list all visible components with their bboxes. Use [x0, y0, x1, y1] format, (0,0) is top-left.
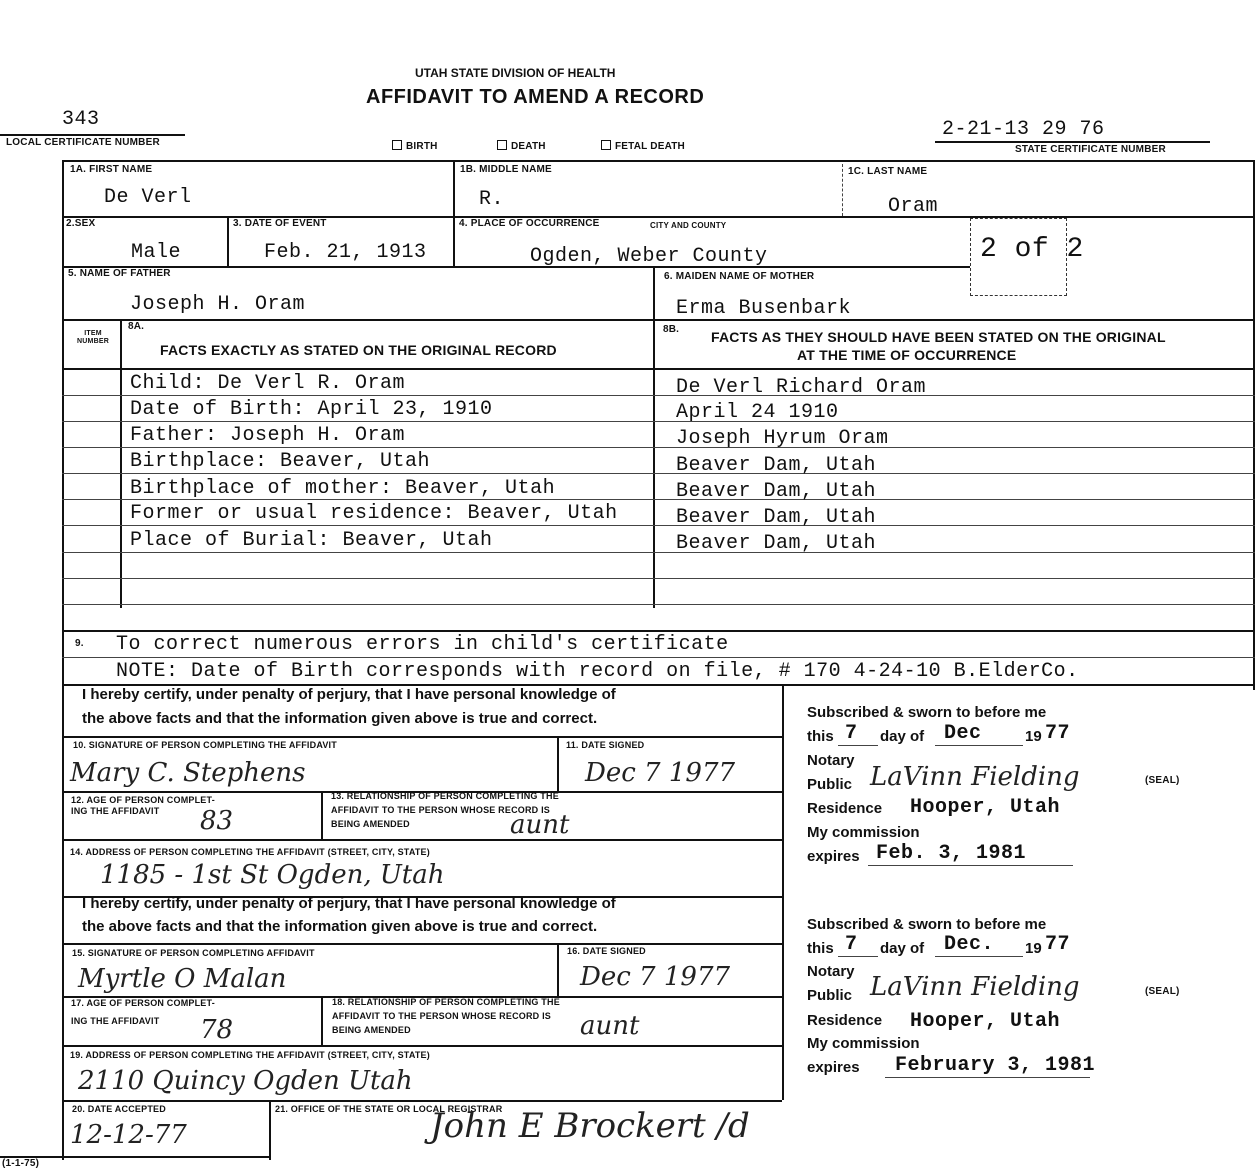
notary2-expires-date: February 3, 1981 — [895, 1054, 1096, 1077]
notary1-residence-label: Residence — [807, 800, 883, 817]
form-code: (1-1-75) — [2, 1158, 40, 1169]
mother-maiden-name-value: Erma Busenbark — [676, 297, 852, 320]
item-number-label: ITEM NUMBER — [77, 330, 109, 345]
affiant1-relationship-label-2: AFFIDAVIT TO THE PERSON WHOSE RECORD IS — [331, 805, 550, 815]
notary2-signature: LaVinn Fielding — [870, 972, 1080, 1002]
notary1-commission: My commission — [807, 824, 920, 841]
fact-corrected-2: April 24 1910 — [676, 401, 839, 424]
col-8b-number: 8B. — [663, 324, 680, 335]
notary2-day-of: day of — [880, 940, 925, 957]
notary1-residence: Hooper, Utah — [910, 796, 1061, 819]
local-certificate-number: 343 — [62, 108, 100, 131]
fact-corrected-5: Beaver Dam, Utah — [676, 480, 877, 503]
affiant1-address: 1185 - 1st St Ogden, Utah — [100, 860, 445, 890]
notary1-year-prefix: 19 — [1025, 728, 1042, 745]
city-county-sublabel: CITY AND COUNTY — [650, 221, 727, 230]
affiant2-relationship-label-1: 18. RELATIONSHIP OF PERSON COMPLETING THE — [332, 997, 560, 1007]
affiant2-age-label-2: ING THE AFFIDAVIT — [71, 1016, 160, 1026]
affiant1-date: Dec 7 1977 — [585, 758, 736, 788]
notary2-residence-label: Residence — [807, 1012, 883, 1029]
place-of-occurrence-label: 4. PLACE OF OCCURRENCE — [459, 218, 600, 229]
fact-original-7: Place of Burial: Beaver, Utah — [130, 529, 493, 552]
notary1-sworn: Subscribed & sworn to before me — [807, 704, 1047, 721]
fact-corrected-7: Beaver Dam, Utah — [676, 532, 877, 555]
col-8a-title: FACTS EXACTLY AS STATED ON THE ORIGINAL RECORD — [160, 342, 557, 358]
middle-name-value: R. — [479, 188, 505, 211]
fact-corrected-3: Joseph Hyrum Oram — [676, 427, 889, 450]
notary1-notary: Notary — [807, 752, 855, 769]
form-title: AFFIDAVIT TO AMEND A RECORD — [366, 86, 705, 108]
notary1-day-of: day of — [880, 728, 925, 745]
state-certificate-number: 2-21-13 29 76 — [942, 118, 1105, 141]
page-marker: 2 of 2 — [980, 234, 1084, 265]
affiant2-signature: Myrtle O Malan — [78, 964, 287, 994]
reason-line-1: To correct numerous errors in child's certificate — [116, 633, 729, 656]
fact-original-2: Date of Birth: April 23, 1910 — [130, 398, 493, 421]
affiant2-certification-2: the above facts and that the information given above is true and correct. — [82, 918, 598, 935]
notary2-residence: Hooper, Utah — [910, 1010, 1061, 1033]
fact-corrected-4: Beaver Dam, Utah — [676, 454, 877, 477]
first-name-value: De Verl — [104, 186, 192, 209]
affiant2-date-label: 16. DATE SIGNED — [567, 946, 646, 956]
notary1-month: Dec — [944, 722, 982, 745]
affiant1-certification-1: I hereby certify, under penalty of perjury, that I have personal knowledge of — [82, 686, 616, 703]
notary2-seal: (SEAL) — [1145, 986, 1180, 997]
affiant2-relationship: aunt — [580, 1011, 640, 1041]
affiant1-certification-2: the above facts and that the information given above is true and correct. — [82, 710, 598, 727]
fact-original-1: Child: De Verl R. Oram — [130, 372, 406, 395]
notary2-commission: My commission — [807, 1035, 920, 1052]
registrar-label: 21. OFFICE OF THE STATE OR LOCAL REGISTRAR — [275, 1104, 503, 1114]
col-8a-number: 8A. — [128, 321, 145, 332]
notary1-expires-date: Feb. 3, 1981 — [876, 842, 1027, 865]
affiant2-signature-label: 15. SIGNATURE OF PERSON COMPLETING AFFIDAVIT — [72, 948, 315, 958]
notary1-public: Public — [807, 776, 853, 793]
fact-corrected-6: Beaver Dam, Utah — [676, 506, 877, 529]
affiant2-address: 2110 Quincy Ogden Utah — [78, 1066, 413, 1096]
affiant1-date-label: 11. DATE SIGNED — [566, 740, 645, 750]
affiant1-age: 83 — [200, 806, 234, 836]
fact-original-6: Former or usual residence: Beaver, Utah — [130, 502, 618, 525]
local-certificate-label: LOCAL CERTIFICATE NUMBER — [6, 137, 160, 148]
last-name-value: Oram — [888, 195, 939, 218]
notary2-year: 77 — [1045, 933, 1071, 956]
notary1-day: 7 — [845, 722, 858, 745]
affiant1-signature-label: 10. SIGNATURE OF PERSON COMPLETING THE AFFIDAVIT — [73, 740, 337, 750]
date-of-event-label: 3. DATE OF EVENT — [233, 218, 327, 229]
reason-note: NOTE: Date of Birth corresponds with record on file, # 170 4-24-10 B.ElderCo. — [116, 660, 1079, 683]
affiant1-relationship-label-1: 13. RELATIONSHIP OF PERSON COMPLETING THE — [331, 791, 559, 801]
affiant1-signature: Mary C. Stephens — [70, 758, 306, 788]
date-accepted: 12-12-77 — [70, 1120, 187, 1150]
fact-corrected-1: De Verl Richard Oram — [676, 376, 927, 399]
agency-name: UTAH STATE DIVISION OF HEALTH — [415, 66, 616, 80]
fetal-death-checkbox: FETAL DEATH — [601, 140, 685, 152]
notary2-public: Public — [807, 987, 853, 1004]
notary1-this: this — [807, 728, 834, 745]
notary2-this: this — [807, 940, 834, 957]
affiant2-address-label: 19. ADDRESS OF PERSON COMPLETING THE AFFIDAVIT (STREET, CITY, STATE) — [70, 1050, 430, 1060]
first-name-label: 1A. FIRST NAME — [70, 164, 153, 175]
notary2-notary: Notary — [807, 963, 855, 980]
affiant1-age-label-2: ING THE AFFIDAVIT — [71, 806, 160, 816]
affiant1-age-label-1: 12. AGE OF PERSON COMPLET- — [71, 795, 215, 805]
fact-original-5: Birthplace of mother: Beaver, Utah — [130, 477, 556, 500]
col-8b-title-1: FACTS AS THEY SHOULD HAVE BEEN STATED ON THE ORIGINAL — [711, 329, 1166, 345]
affiant2-certification-1: I hereby certify, under penalty of perjury, that I have personal knowledge of — [82, 895, 616, 912]
birth-checkbox: BIRTH — [392, 140, 438, 152]
affiant2-relationship-label-3: BEING AMENDED — [332, 1025, 411, 1035]
notary2-expires: expires — [807, 1059, 860, 1076]
middle-name-label: 1B. MIDDLE NAME — [460, 164, 552, 175]
affiant1-relationship-label-3: BEING AMENDED — [331, 819, 410, 829]
col-8b-title-2: AT THE TIME OF OCCURRENCE — [797, 347, 1017, 363]
fact-original-3: Father: Joseph H. Oram — [130, 424, 406, 447]
fact-original-4: Birthplace: Beaver, Utah — [130, 450, 431, 473]
registrar-signature: John E Brockert /d — [430, 1106, 750, 1146]
notary2-day: 7 — [845, 933, 858, 956]
last-name-label: 1C. LAST NAME — [848, 166, 928, 177]
affiant2-age: 78 — [200, 1015, 234, 1045]
mother-maiden-name-label: 6. MAIDEN NAME OF MOTHER — [664, 271, 815, 282]
notary2-sworn: Subscribed & sworn to before me — [807, 916, 1047, 933]
death-checkbox: DEATH — [497, 140, 546, 152]
date-accepted-label: 20. DATE ACCEPTED — [72, 1104, 166, 1114]
sex-label: 2.SEX — [66, 218, 96, 229]
state-certificate-label: STATE CERTIFICATE NUMBER — [1015, 144, 1166, 155]
affiant1-address-label: 14. ADDRESS OF PERSON COMPLETING THE AFFIDAVIT (STREET, CITY, STATE) — [70, 847, 430, 857]
father-name-value: Joseph H. Oram — [130, 293, 306, 316]
notary2-month: Dec. — [944, 933, 995, 956]
notary2-year-prefix: 19 — [1025, 940, 1042, 957]
reason-number: 9. — [75, 638, 84, 649]
father-name-label: 5. NAME OF FATHER — [68, 268, 171, 279]
affiant2-date: Dec 7 1977 — [580, 962, 731, 992]
affiant1-relationship: aunt — [510, 810, 570, 840]
notary1-signature: LaVinn Fielding — [870, 762, 1080, 792]
notary1-expires: expires — [807, 848, 860, 865]
place-of-occurrence-value: Ogden, Weber County — [530, 245, 768, 268]
notary1-seal: (SEAL) — [1145, 775, 1180, 786]
date-of-event-value: Feb. 21, 1913 — [264, 241, 427, 264]
affiant2-age-label-1: 17. AGE OF PERSON COMPLET- — [71, 998, 215, 1008]
sex-value: Male — [131, 241, 182, 264]
notary1-year: 77 — [1045, 722, 1071, 745]
affiant2-relationship-label-2: AFFIDAVIT TO THE PERSON WHOSE RECORD IS — [332, 1011, 551, 1021]
